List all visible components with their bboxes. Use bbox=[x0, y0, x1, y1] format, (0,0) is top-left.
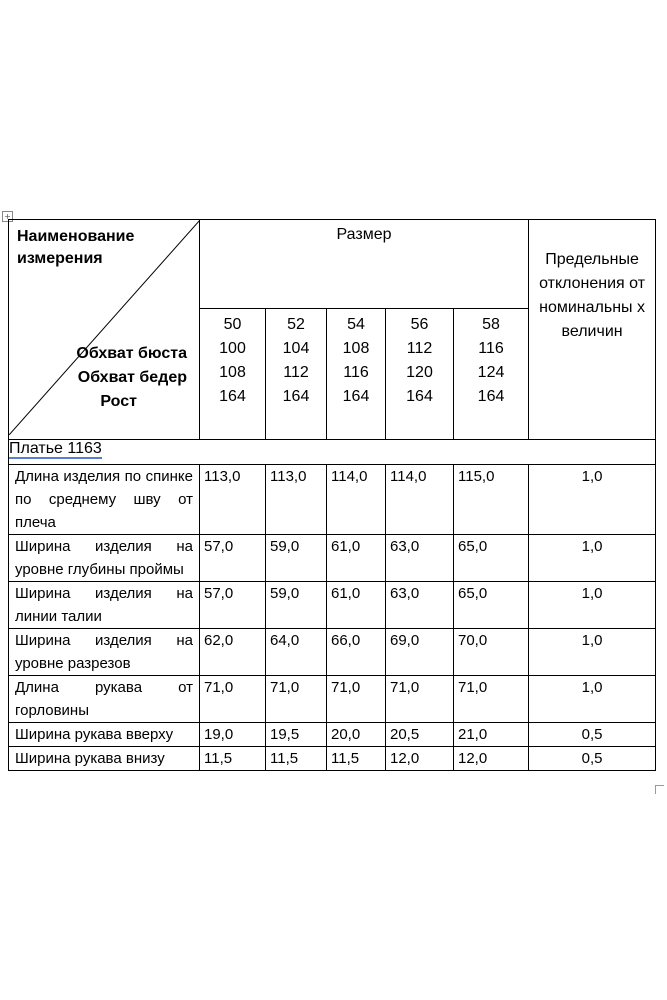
size-size-value: 54 bbox=[347, 316, 365, 333]
size-bust-value: 116 bbox=[478, 340, 504, 357]
measurement-value: 71,0 bbox=[266, 676, 327, 723]
size-bust-value: 100 bbox=[219, 340, 246, 357]
measurement-value: 64,0 bbox=[266, 629, 327, 676]
size-height-value: 164 bbox=[219, 388, 246, 405]
table-resize-corner[interactable] bbox=[655, 785, 664, 794]
size-height-value: 164 bbox=[342, 388, 370, 405]
measurement-value: 59,0 bbox=[266, 535, 327, 582]
size-column-58 bbox=[454, 309, 529, 440]
size-height-value: 164 bbox=[477, 388, 505, 405]
bust-label: Обхват бюста bbox=[76, 345, 187, 362]
measurement-value: 65,0 bbox=[454, 582, 529, 629]
size-bust-value: 112 bbox=[406, 340, 433, 357]
size-column-52 bbox=[266, 309, 327, 440]
size-chart-table bbox=[8, 219, 656, 771]
measurement-value: 11,5 bbox=[327, 747, 386, 771]
table-row bbox=[9, 629, 656, 676]
measurement-value: 113,0 bbox=[200, 465, 266, 535]
size-height-value: 164 bbox=[282, 388, 310, 405]
deviation-value: 1,0 bbox=[529, 676, 656, 723]
size-hips-value: 120 bbox=[406, 364, 433, 381]
size-size-value: 56 bbox=[410, 316, 429, 333]
section-title: Платье 1163 bbox=[9, 440, 102, 457]
table-row bbox=[9, 747, 656, 771]
hips-label: Обхват бедер bbox=[77, 369, 187, 386]
size-column-54 bbox=[327, 309, 386, 440]
table-row bbox=[9, 465, 656, 535]
measurement-value: 115,0 bbox=[454, 465, 529, 535]
deviation-heading: Предельные отклонения от номинальны х величин bbox=[529, 220, 656, 440]
header-row-top bbox=[9, 220, 656, 309]
measurement-value: 21,0 bbox=[454, 723, 529, 747]
size-column-56 bbox=[386, 309, 454, 440]
measurement-value: 113,0 bbox=[266, 465, 327, 535]
size-column-50 bbox=[200, 309, 266, 440]
size-bust-value: 104 bbox=[282, 340, 310, 357]
measurement-name: Ширина изделия на уровне разрезов bbox=[9, 629, 200, 676]
size-size-value: 50 bbox=[223, 316, 242, 333]
measurement-value: 12,0 bbox=[454, 747, 529, 771]
size-heading: Размер bbox=[200, 220, 529, 309]
measurement-value: 69,0 bbox=[386, 629, 454, 676]
measurement-value: 71,0 bbox=[454, 676, 529, 723]
deviation-value: 0,5 bbox=[529, 723, 656, 747]
deviation-value: 1,0 bbox=[529, 465, 656, 535]
deviation-value: 1,0 bbox=[529, 535, 656, 582]
measurement-value: 114,0 bbox=[386, 465, 454, 535]
table-row bbox=[9, 535, 656, 582]
measurement-value: 57,0 bbox=[200, 535, 266, 582]
measurement-value: 66,0 bbox=[327, 629, 386, 676]
table-row bbox=[9, 676, 656, 723]
body-params-heading bbox=[76, 342, 187, 414]
deviation-value: 1,0 bbox=[529, 629, 656, 676]
size-hips-value: 116 bbox=[343, 364, 369, 381]
deviation-value: 1,0 bbox=[529, 582, 656, 629]
measurement-value: 63,0 bbox=[386, 582, 454, 629]
measurement-name: Ширина рукава внизу bbox=[9, 747, 200, 771]
size-hips-value: 108 bbox=[219, 364, 246, 381]
size-size-value: 58 bbox=[482, 316, 500, 333]
measurement-value: 57,0 bbox=[200, 582, 266, 629]
measurement-name: Длина рукава от горловины bbox=[9, 676, 200, 723]
measurement-name-heading: Наименование измерения bbox=[17, 228, 135, 267]
deviation-value: 0,5 bbox=[529, 747, 656, 771]
measurement-value: 19,0 bbox=[200, 723, 266, 747]
measurement-name: Ширина рукава вверху bbox=[9, 723, 200, 747]
size-size-value: 52 bbox=[287, 316, 305, 333]
size-bust-value: 108 bbox=[342, 340, 370, 357]
measurement-value: 11,5 bbox=[266, 747, 327, 771]
measurement-value: 11,5 bbox=[200, 747, 266, 771]
measurement-value: 71,0 bbox=[200, 676, 266, 723]
measurement-value: 71,0 bbox=[386, 676, 454, 723]
height-label: Рост bbox=[100, 393, 137, 410]
measurement-value: 114,0 bbox=[327, 465, 386, 535]
table-row bbox=[9, 723, 656, 747]
measurement-value: 65,0 bbox=[454, 535, 529, 582]
measurement-value: 62,0 bbox=[200, 629, 266, 676]
table-move-handle-icon[interactable]: + bbox=[2, 211, 13, 222]
measurement-value: 12,0 bbox=[386, 747, 454, 771]
measurement-value: 61,0 bbox=[327, 535, 386, 582]
measurement-name: Ширина изделия на линии талии bbox=[9, 582, 200, 629]
measurement-value: 59,0 bbox=[266, 582, 327, 629]
section-row bbox=[9, 440, 656, 465]
header-diagonal-cell bbox=[9, 220, 200, 440]
size-hips-value: 112 bbox=[283, 364, 309, 381]
size-height-value: 164 bbox=[406, 388, 433, 405]
measurement-value: 20,0 bbox=[327, 723, 386, 747]
measurement-value: 61,0 bbox=[327, 582, 386, 629]
measurement-value: 19,5 bbox=[266, 723, 327, 747]
table-row bbox=[9, 582, 656, 629]
measurement-value: 63,0 bbox=[386, 535, 454, 582]
measurement-value: 71,0 bbox=[327, 676, 386, 723]
measurement-name: Длина изделия по спинке по среднему шву от плеча bbox=[9, 465, 200, 535]
measurement-value: 70,0 bbox=[454, 629, 529, 676]
measurement-value: 20,5 bbox=[386, 723, 454, 747]
measurement-name: Ширина изделия на уровне глубины проймы bbox=[9, 535, 200, 582]
size-hips-value: 124 bbox=[477, 364, 505, 381]
